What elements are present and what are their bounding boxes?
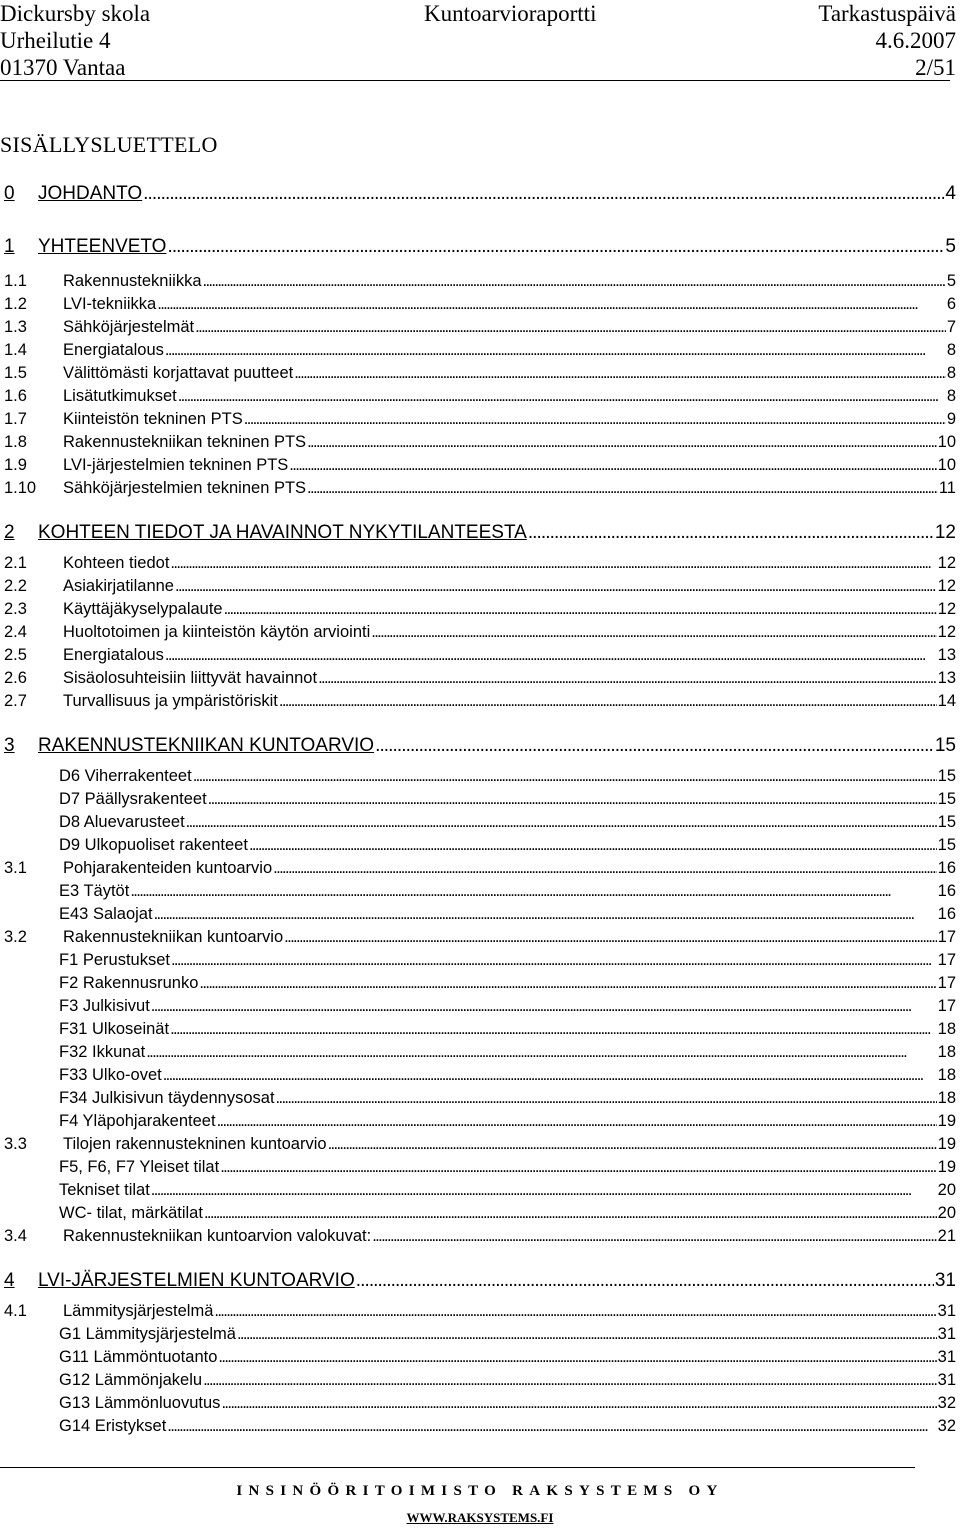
toc-dot-leader [318, 667, 937, 689]
toc-entry-line [59, 1087, 956, 1109]
page-number: 2/51 [915, 55, 956, 80]
toc-entry-title: Rakennustekniikka [63, 272, 202, 290]
toc-entry-page: 19 [937, 1158, 956, 1176]
toc-dot-leader [224, 598, 937, 620]
toc-entry-page: 14 [937, 692, 956, 710]
toc-entry-page: 13 [937, 669, 956, 687]
toc-entry[interactable] [4, 1179, 956, 1203]
toc-entry-line [59, 880, 956, 902]
toc-entry-line [63, 857, 956, 879]
toc-entry-title: Asiakirjatilanne [63, 577, 174, 595]
toc-entry-page: 6 [946, 295, 956, 313]
toc-entry-line [38, 182, 956, 206]
toc-dot-leader [167, 1415, 936, 1437]
toc-entry-title: D7 Päällysrakenteet [59, 790, 207, 808]
toc-dot-leader [193, 765, 937, 787]
toc-entry-page: 31 [934, 1270, 956, 1291]
toc-entry[interactable] [4, 834, 956, 858]
toc-entry[interactable] [4, 765, 956, 789]
toc-entry-page: 20 [937, 1181, 956, 1199]
toc-entry-page: 18 [937, 1089, 956, 1107]
toc-entry-page: 12 [934, 522, 956, 543]
toc-entry-page: 8 [946, 387, 956, 405]
toc-entry-title: D9 Ulkopuoliset rakenteet [59, 836, 248, 854]
toc-entry-title: Tilojen rakennustekninen kuntoarvio [63, 1135, 327, 1153]
toc-heading: SISÄLLYSLUETTELO [0, 132, 218, 157]
toc-entry[interactable] [4, 690, 956, 714]
toc-entry-number: 1.1 [4, 272, 27, 290]
toc-entry[interactable] [4, 1202, 956, 1226]
toc-entry-line [63, 1133, 956, 1155]
toc-entry-line [63, 316, 956, 338]
toc-entry-line [59, 811, 956, 833]
toc-entry-number: 3.2 [4, 928, 27, 946]
company-name: INSINÖÖRITOIMISTO RAKSYSTEMS OY [236, 1483, 724, 1499]
toc-entry-page: 9 [946, 410, 956, 428]
toc-entry-number: 4.1 [4, 1302, 27, 1320]
toc-entry-title: WC- tilat, märkätilat [59, 1204, 203, 1222]
toc-dot-leader [203, 1369, 937, 1391]
toc-entry-line [63, 362, 956, 384]
toc-entry-line [63, 690, 956, 712]
toc-entry-number: 1.5 [4, 364, 27, 382]
toc-entry-line [59, 1018, 956, 1040]
toc-dot-leader [171, 949, 937, 971]
toc-dot-leader [294, 362, 946, 384]
toc-dot-leader [151, 995, 937, 1017]
street-address: Urheilutie 4 [0, 28, 111, 53]
toc-entry-title: Energiatalous [63, 341, 164, 359]
toc-dot-leader [307, 431, 937, 453]
toc-entry-title: Lämmitysjärjestelmä [63, 1302, 214, 1320]
toc-entry-page: 12 [937, 600, 956, 618]
toc-entry-line [63, 431, 956, 453]
toc-entry[interactable] [4, 235, 956, 259]
toc-dot-leader [237, 1323, 937, 1345]
toc-entry-line [59, 1369, 956, 1391]
toc-entry-page: 15 [937, 813, 956, 831]
toc-entry-page: 18 [937, 1066, 956, 1084]
toc-entry[interactable] [4, 552, 956, 576]
toc-entry[interactable] [4, 521, 956, 545]
toc-entry-title: G11 Lämmöntuotanto [59, 1348, 218, 1366]
toc-dot-leader [208, 788, 937, 810]
toc-entry-page: 17 [937, 928, 956, 946]
toc-entry-line [59, 1392, 956, 1414]
toc-dot-leader [307, 477, 938, 499]
toc-entry-line [63, 667, 956, 689]
toc-entry-title: LVI-tekniikka [63, 295, 157, 313]
toc-entry-title: F32 Ikkunat [59, 1043, 146, 1061]
toc-entry-number: 2.1 [4, 554, 27, 572]
toc-entry[interactable] [4, 408, 956, 432]
toc-dot-leader [289, 454, 936, 476]
toc-entry-page: 16 [937, 882, 956, 900]
toc-entry-page: 11 [938, 479, 956, 497]
toc-entry-title: Sähköjärjestelmät [63, 318, 195, 336]
toc-entry-title: Huoltotoimen ja kiinteistön käytön arviointi [63, 623, 371, 641]
toc-entry[interactable] [4, 477, 956, 501]
report-type: Kuntoarvioraportti [424, 1, 597, 26]
toc-entry-line [59, 1346, 956, 1368]
toc-entry-page: 5 [946, 272, 956, 290]
toc-entry-line [59, 1202, 956, 1224]
toc-entry-number: 3.3 [4, 1135, 27, 1153]
toc-entry-number: 1.2 [4, 295, 27, 313]
toc-entry-line [59, 972, 956, 994]
toc-entry[interactable] [4, 316, 956, 340]
toc-dot-leader [204, 1202, 937, 1224]
toc-entry-line [63, 339, 956, 361]
toc-entry-page: 7 [946, 318, 956, 336]
toc-dot-leader [163, 1064, 937, 1086]
toc-entry-line [59, 1156, 956, 1178]
toc-dot-leader [221, 1392, 936, 1414]
toc-entry-line [59, 995, 956, 1017]
toc-entry-page: 8 [946, 364, 956, 382]
toc-entry-page: 12 [937, 554, 956, 572]
toc-entry-title: Käyttäjäkyselypalaute [63, 600, 223, 618]
toc-dot-leader [220, 1156, 936, 1178]
toc-entry-line [59, 1179, 956, 1201]
toc-entry-page: 32 [937, 1394, 956, 1412]
toc-dot-leader [372, 1225, 936, 1247]
header-row-3 [0, 54, 960, 82]
toc-dot-leader [328, 1133, 937, 1155]
toc-entry-title: F33 Ulko-ovet [59, 1066, 162, 1084]
toc-entry-line [38, 521, 956, 545]
toc-entry[interactable] [4, 1225, 956, 1249]
toc-entry-title: F31 Ulkoseinät [59, 1020, 170, 1038]
toc-entry-number: 2.6 [4, 669, 27, 687]
toc-entry-page: 31 [937, 1371, 956, 1389]
toc-entry-number: 1.8 [4, 433, 27, 451]
toc-entry[interactable] [4, 644, 956, 668]
toc-entry-line [59, 1110, 956, 1132]
toc-entry-title: Sisäolosuhteisiin liittyvät havainnot [63, 669, 318, 687]
company-website-link[interactable]: WWW.RAKSYSTEMS.FI [406, 1510, 554, 1525]
toc-entry-page: 5 [945, 236, 956, 257]
toc-entry-title: E43 Salaojat [59, 905, 153, 923]
toc-dot-leader [186, 811, 937, 833]
toc-dot-leader [356, 1269, 934, 1293]
toc-entry-title: F3 Julkisivut [59, 997, 150, 1015]
toc-entry-line [63, 552, 956, 574]
toc-entry-page: 18 [937, 1043, 956, 1061]
toc-entry-line [59, 1415, 956, 1437]
toc-entry-page: 19 [937, 1112, 956, 1130]
toc-entry-number: 3.4 [4, 1227, 27, 1245]
toc-entry-line [63, 385, 956, 407]
toc-entry-page: 15 [934, 735, 956, 756]
toc-entry[interactable] [4, 734, 956, 758]
toc-entry-line [63, 575, 956, 597]
toc-entry-page: 16 [937, 859, 956, 877]
toc-entry-line [63, 293, 956, 315]
toc-entry[interactable] [4, 431, 956, 455]
toc-entry[interactable] [4, 972, 956, 996]
toc-entry-line [59, 788, 956, 810]
toc-entry[interactable] [4, 667, 956, 691]
toc-entry-line [63, 408, 956, 430]
toc-dot-leader [157, 293, 946, 315]
toc-entry-page: 12 [937, 577, 956, 595]
toc-entry[interactable] [4, 857, 956, 881]
toc-entry-line [59, 765, 956, 787]
toc-dot-leader [143, 182, 944, 206]
toc-dot-leader [284, 926, 937, 948]
toc-entry[interactable] [4, 1110, 956, 1134]
toc-entry-line [63, 454, 956, 476]
toc-entry[interactable] [4, 385, 956, 409]
toc-entry-number: 2.2 [4, 577, 27, 595]
toc-dot-leader [165, 339, 946, 361]
toc-entry-title: Rakennustekniikan tekninen PTS [63, 433, 307, 451]
toc-entry-title: G14 Eristykset [59, 1417, 167, 1435]
school-name: Dickursby skola [0, 1, 151, 26]
toc-entry[interactable] [4, 621, 956, 645]
toc-dot-leader [170, 552, 936, 574]
toc-entry-page: 10 [937, 456, 956, 474]
toc-entry[interactable] [4, 949, 956, 973]
toc-dot-leader [279, 690, 937, 712]
toc-entry[interactable] [4, 1300, 956, 1324]
toc-entry-title: Rakennustekniikan kuntoarvio [63, 928, 284, 946]
toc-entry-title: G1 Lämmitysjärjestelmä [59, 1325, 236, 1343]
toc-entry[interactable] [4, 1323, 956, 1347]
toc-entry-line [59, 1041, 956, 1063]
toc-entry-line [59, 1323, 956, 1345]
toc-entry-page: 31 [937, 1325, 956, 1343]
toc-entry-number: 0 [4, 183, 15, 204]
toc-entry-number: 1.6 [4, 387, 27, 405]
toc-entry-title: Energiatalous [63, 646, 164, 664]
toc-entry-title: RAKENNUSTEKNIIKAN KUNTOARVIO [38, 735, 375, 756]
toc-entry-page: 15 [937, 790, 956, 808]
inspection-date: 4.6.2007 [875, 28, 956, 53]
toc-entry-line [63, 926, 956, 948]
toc-entry-title: E3 Täytöt [59, 882, 130, 900]
toc-entry-page: 15 [937, 767, 956, 785]
toc-dot-leader [276, 1087, 937, 1109]
toc-entry-number: 1.3 [4, 318, 27, 336]
inspection-date-label: Tarkastuspäivä [818, 1, 956, 26]
toc-dot-leader [217, 1110, 937, 1132]
toc-entry-title: F34 Julkisivun täydennysosat [59, 1089, 275, 1107]
toc-entry-number: 2.5 [4, 646, 27, 664]
toc-entry-number: 2.7 [4, 692, 27, 710]
header-row-1 [0, 0, 960, 28]
toc-entry-line [63, 644, 956, 666]
toc-entry-number: 1.10 [4, 479, 37, 497]
toc-entry[interactable] [4, 293, 956, 317]
toc-entry-number: 3.1 [4, 859, 27, 877]
toc-entry[interactable] [4, 926, 956, 950]
toc-entry-page: 17 [937, 951, 956, 969]
toc-dot-leader [273, 857, 936, 879]
toc-entry-title: Lisätutkimukset [63, 387, 177, 405]
toc-entry[interactable] [4, 182, 956, 206]
toc-entry-number: 1.4 [4, 341, 27, 359]
toc-entry[interactable] [4, 1133, 956, 1157]
toc-dot-leader [178, 385, 946, 407]
toc-entry[interactable] [4, 339, 956, 363]
toc-entry[interactable] [4, 1087, 956, 1111]
toc-entry[interactable] [4, 1269, 956, 1293]
toc-entry-page: 32 [937, 1417, 956, 1435]
toc-entry-line [38, 235, 956, 259]
toc-dot-leader [371, 621, 936, 643]
toc-entry-number: 1 [4, 236, 15, 257]
toc-entry-line [63, 598, 956, 620]
toc-entry-page: 15 [937, 836, 956, 854]
header-row-2 [0, 27, 960, 55]
toc-entry-title: Välittömästi korjattavat puutteet [63, 364, 294, 382]
toc-dot-leader [199, 972, 936, 994]
toc-entry-title: LVI-JÄRJESTELMIEN KUNTOARVIO [38, 1270, 355, 1291]
toc-entry-number: 3 [4, 735, 15, 756]
toc-entry-title: Kohteen tiedot [63, 554, 170, 572]
toc-entry-line [63, 1300, 956, 1322]
toc-entry-title: D8 Aluevarusteet [59, 813, 185, 831]
toc-entry-page: 19 [937, 1135, 956, 1153]
footer-divider [0, 1467, 915, 1468]
toc-entry-line [63, 1225, 956, 1247]
toc-entry-line [38, 1269, 956, 1293]
toc-entry-title: Pohjarakenteiden kuntoarvio [63, 859, 273, 877]
toc-entry-line [63, 621, 956, 643]
toc-entry[interactable] [4, 811, 956, 835]
toc-entry-page: 31 [937, 1302, 956, 1320]
toc-dot-leader [195, 316, 946, 338]
toc-entry[interactable] [4, 788, 956, 812]
toc-dot-leader [249, 834, 937, 856]
toc-entry-number: 2.3 [4, 600, 27, 618]
toc-entry-page: 13 [937, 646, 956, 664]
toc-entry[interactable] [4, 1018, 956, 1042]
toc-entry-title: Sähköjärjestelmien tekninen PTS [63, 479, 307, 497]
toc-entry-line [63, 270, 956, 292]
toc-entry[interactable] [4, 575, 956, 599]
toc-entry[interactable] [4, 454, 956, 478]
toc-entry[interactable] [4, 880, 956, 904]
toc-entry-page: 8 [946, 341, 956, 359]
toc-entry-title: Kiinteistön tekninen PTS [63, 410, 243, 428]
toc-entry-page: 12 [937, 623, 956, 641]
toc-entry-page: 17 [937, 997, 956, 1015]
toc-entry-page: 21 [937, 1227, 956, 1245]
toc-entry-title: Tekniset tilat [59, 1181, 150, 1199]
toc-entry-page: 31 [937, 1348, 956, 1366]
toc-entry-line [63, 477, 956, 499]
toc-entry-title: G13 Lämmönluovutus [59, 1394, 221, 1412]
toc-dot-leader [154, 903, 937, 925]
toc-entry-title: F4 Yläpohjarakenteet [59, 1112, 216, 1130]
toc-entry-title: F5, F6, F7 Yleiset tilat [59, 1158, 220, 1176]
toc-entry-page: 17 [937, 974, 956, 992]
postal-address: 01370 Vantaa [0, 55, 126, 80]
toc-entry-number: 4 [4, 1270, 15, 1291]
toc-entry-line [59, 949, 956, 971]
toc-entry[interactable] [4, 270, 956, 294]
toc-entry[interactable] [4, 1415, 956, 1439]
toc-entry[interactable] [4, 1369, 956, 1393]
toc-entry-line [59, 903, 956, 925]
toc-entry-title: F2 Rakennusrunko [59, 974, 199, 992]
toc-entry-line [38, 734, 956, 758]
toc-entry-number: 1.9 [4, 456, 27, 474]
toc-dot-leader [175, 575, 937, 597]
toc-dot-leader [375, 734, 934, 758]
toc-entry-page: 20 [937, 1204, 956, 1222]
toc-dot-leader [528, 521, 934, 545]
toc-dot-leader [130, 880, 936, 902]
toc-entry[interactable] [4, 903, 956, 927]
toc-entry[interactable] [4, 1392, 956, 1416]
toc-entry-page: 16 [937, 905, 956, 923]
toc-entry-title: Turvallisuus ja ympäristöriskit [63, 692, 278, 710]
toc-entry-number: 2.4 [4, 623, 27, 641]
toc-entry-title: JOHDANTO [38, 183, 143, 204]
toc-dot-leader [165, 644, 937, 666]
toc-dot-leader [203, 270, 946, 292]
toc-entry-title: YHTEENVETO [38, 236, 167, 257]
toc-entry-page: 4 [945, 183, 956, 204]
toc-entry-title: D6 Viherrakenteet [59, 767, 192, 785]
toc-entry-title: LVI-järjestelmien tekninen PTS [63, 456, 289, 474]
toc-entry-line [59, 1064, 956, 1086]
toc-entry[interactable] [4, 1346, 956, 1370]
toc-dot-leader [170, 1018, 937, 1040]
toc-dot-leader [244, 408, 946, 430]
toc-entry-number: 2 [4, 522, 15, 543]
toc-dot-leader [151, 1179, 937, 1201]
toc-entry-title: F1 Perustukset [59, 951, 170, 969]
toc-dot-leader [218, 1346, 936, 1368]
toc-entry[interactable] [4, 1156, 956, 1180]
toc-entry-title: KOHTEEN TIEDOT JA HAVAINNOT NYKYTILANTEESTA [38, 522, 527, 543]
toc-entry-page: 10 [937, 433, 956, 451]
toc-entry[interactable] [4, 362, 956, 386]
toc-entry-page: 18 [937, 1020, 956, 1038]
toc-dot-leader [167, 235, 944, 259]
toc-entry[interactable] [4, 995, 956, 1019]
toc-entry[interactable] [4, 598, 956, 622]
header-divider [0, 80, 950, 81]
toc-dot-leader [146, 1041, 936, 1063]
toc-entry[interactable] [4, 1064, 956, 1088]
toc-dot-leader [214, 1300, 936, 1322]
toc-entry-title: G12 Lämmönjakelu [59, 1371, 203, 1389]
toc-entry-title: Rakennustekniikan kuntoarvion valokuvat: [63, 1227, 372, 1245]
toc-entry-line [59, 834, 956, 856]
toc-entry[interactable] [4, 1041, 956, 1065]
toc-entry-number: 1.7 [4, 410, 27, 428]
